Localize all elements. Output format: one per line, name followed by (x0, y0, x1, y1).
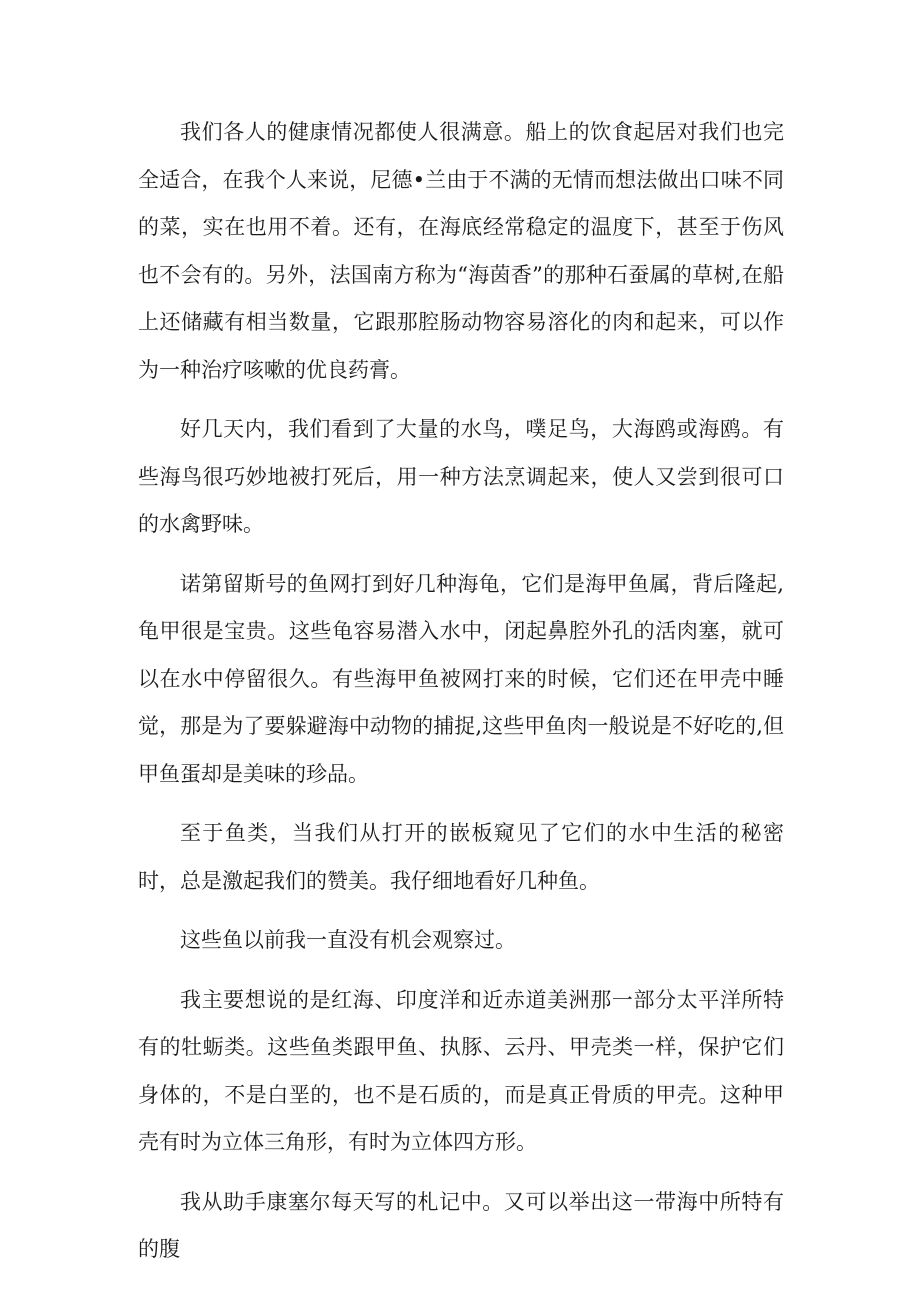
paragraph-3: 诺第留斯号的鱼网打到好几种海龟，它们是海甲鱼属，背后隆起,龟甲很是宝贵。这些龟容易潜入水中，闭起鼻腔外孔的活肉塞，就可以在水中停留很久。有些海甲鱼被网打来的时候，它们还在甲壳中睡觉，那是为了要躲避海中动物的捕捉,这些甲鱼肉一般说是不好吃的,但甲鱼蛋却是美味的珍品。 (138, 571, 784, 786)
paragraph-1: 我们各人的健康情况都使人很满意。船上的饮食起居对我们也完全适合，在我个人来说，尼德•兰由于不满的无情而想法做出口味不同的菜，实在也用不着。还有，在海底经常稳定的温度下，甚至于伤风也不会有的。另外，法国南方称为“海茵香”的那种石蚕属的草树,在船上还储藏有相当数量，它跟那腔肠动物容易溶化的肉和起来，可以作为一种治疗咳嗽的优良药膏。 (138, 120, 784, 382)
paragraph-5: 这些鱼以前我一直没有机会观察过。 (180, 928, 516, 952)
document-body (138, 109, 784, 1286)
paragraph-2: 好几天内，我们看到了大量的水鸟，噗足鸟，大海鸥或海鸥。有些海鸟很巧妙地被打死后，用一种方法烹调起来，使人又尝到很可口的水禽野味。 (138, 417, 784, 536)
paragraph-6: 我主要想说的是红海、印度洋和近赤道美洲那一部分太平洋所特有的牡蛎类。这些鱼类跟甲鱼、执豚、云丹、甲壳类一样，保护它们身体的，不是白垩的，也不是石质的，而是真正骨质的甲壳。这种甲壳有时为立体三角形，有时为立体四方形。 (138, 987, 784, 1154)
paragraph-4: 至于鱼类，当我们从打开的嵌板窥见了它们的水中生活的秘密时，总是激起我们的赞美。我仔细地看好几种鱼。 (138, 821, 784, 893)
paragraph-7: 我从助手康塞尔每天写的札记中。又可以举出这一带海中所特有的腹 (138, 1189, 784, 1261)
